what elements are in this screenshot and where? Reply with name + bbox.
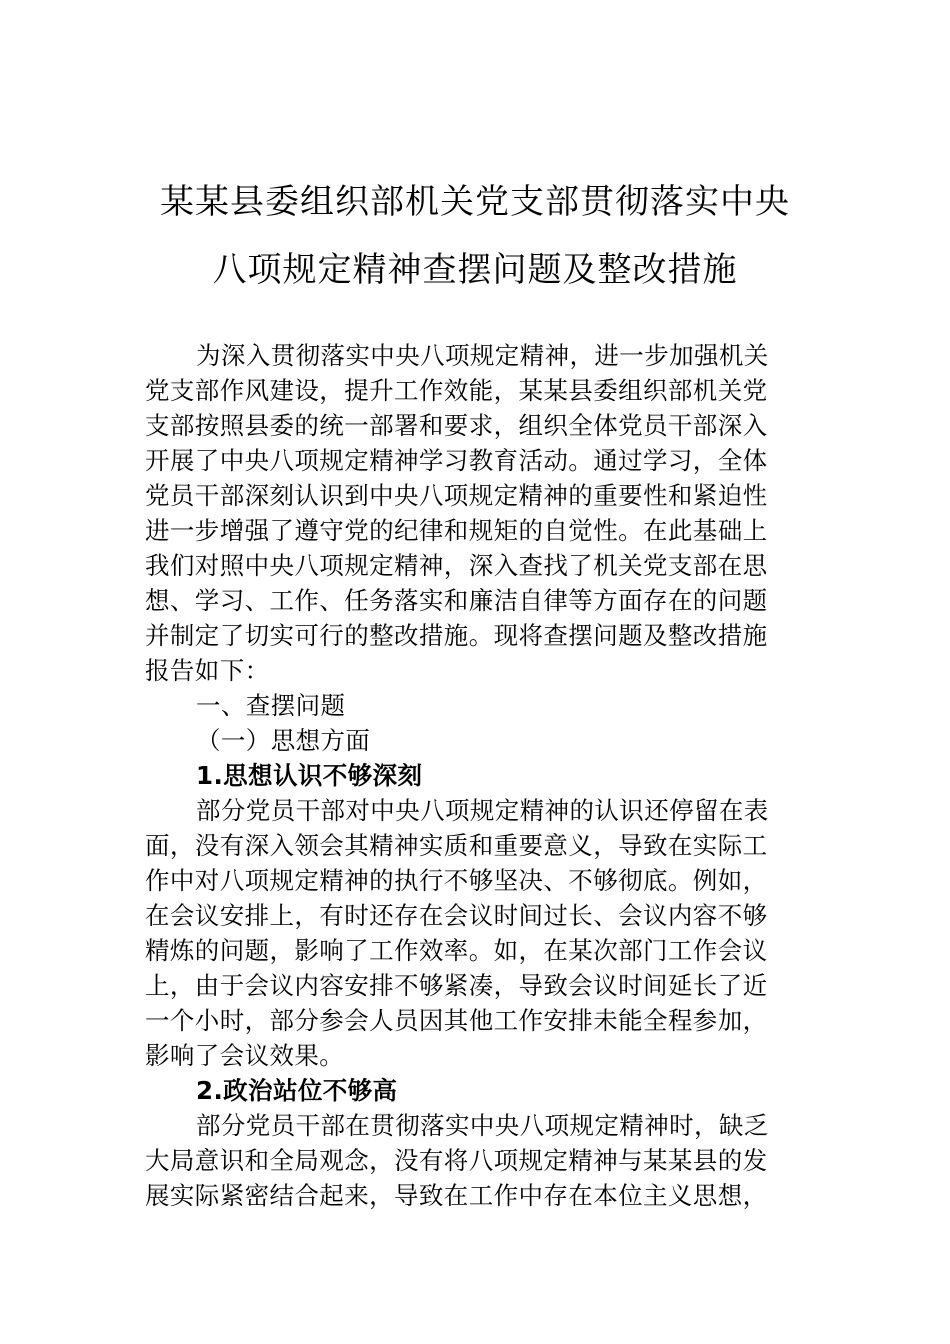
section-heading: 一、查摆问题 <box>196 691 346 720</box>
intro-line: 为深入贯彻落实中央八项规定精神，进一步加强机关 <box>196 341 769 370</box>
intro-line: 想、学习、工作、任务落实和廉洁自律等方面存在的问题 <box>145 586 768 615</box>
intro-line: 党支部作风建设，提升工作效能，某某县委组织部机关党 <box>145 376 768 405</box>
intro-line: 并制定了切实可行的整改措施。现将查摆问题及整改措施 <box>145 621 768 650</box>
item-1-line: 在会议安排上，有时还存在会议时间过长、会议内容不够 <box>145 901 768 930</box>
intro-line: 开展了中央八项规定精神学习教育活动。通过学习，全体 <box>145 446 768 475</box>
item-1-line: 面，没有深入领会其精神实质和重要意义，导致在实际工 <box>145 831 768 860</box>
document-title-line-1: 某某县委组织部机关党支部贯彻落实中央 <box>160 182 790 222</box>
item-heading: 1.思想认识不够深刻 <box>196 761 423 790</box>
item-1-line: 上，由于会议内容安排不够紧凑，导致会议时间延长了近 <box>145 971 768 1000</box>
item-1-line: 一个小时，部分参会人员因其他工作安排未能全程参加， <box>145 1006 768 1035</box>
subsection-heading: （一）思想方面 <box>196 726 371 755</box>
item-1-line: 影响了会议效果。 <box>145 1041 345 1070</box>
intro-line: 党员干部深刻认识到中央八项规定精神的重要性和紧迫性 <box>145 481 768 510</box>
intro-line: 我们对照中央八项规定精神，深入查找了机关党支部在思 <box>145 551 768 580</box>
intro-line: 进一步增强了遵守党的纪律和规矩的自觉性。在此基础上 <box>145 516 768 545</box>
item-1-line: 作中对八项规定精神的执行不够坚决、不够彻底。例如， <box>145 866 768 895</box>
item-2-line: 大局意识和全局观念，没有将八项规定精神与某某县的发 <box>145 1146 768 1175</box>
item-heading: 2.政治站位不够高 <box>196 1076 398 1105</box>
item-1-line: 部分党员干部对中央八项规定精神的认识还停留在表 <box>196 796 769 825</box>
intro-line: 支部按照县委的统一部署和要求，组织全体党员干部深入 <box>145 411 768 440</box>
intro-line: 报告如下： <box>145 656 270 685</box>
item-2-line: 展实际紧密结合起来，导致在工作中存在本位主义思想， <box>145 1181 768 1210</box>
document-title-line-2: 八项规定精神查摆问题及整改措施 <box>212 250 738 290</box>
item-2-line: 部分党员干部在贯彻落实中央八项规定精神时，缺乏 <box>196 1111 769 1140</box>
item-1-line: 精炼的问题，影响了工作效率。如，在某次部门工作会议 <box>145 936 768 965</box>
